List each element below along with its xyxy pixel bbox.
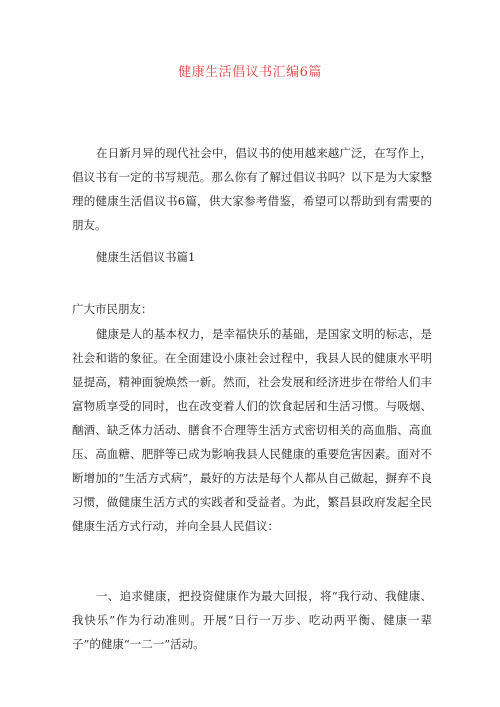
salutation: 广大市民朋友： [72,302,153,316]
intro-paragraph: 在日新月异的现代社会中，倡议书的使用越来越广泛，在写作上，倡议书有一定的书写规范。那么你有了解过倡议书吗？以下是为大家整理的健康生活倡议书6篇，供大家参考借鉴，希望可以帮助到有需要的朋友。 [72,146,432,232]
body-paragraph-1: 健康是人的基本权力，是幸福快乐的基础，是国家文明的标志，是社会和谐的象征。在全面建设小康社会过程中，我县人民的健康水平明显提高，精神面貌焕然一新。然而，社会发展和经济进步在带给人们丰富物质享受的同时，也在改变着人们的饮食起居和生活习惯。与吸烟、酗酒、缺乏体力活动、膳食不合理等生活方式密切相关的高血脂、高血压、高血糖、肥胖等已成为影响我县人民健康的重要危害因素。面对不断增加的“生活方式病”，最好的方法是每个人都从自己做起，摒弃不良习惯，做健康生活方式的实践者和受益者。为此，繁昌县政府发起全民健康生活方式行动，并向全县人民倡议： [72,327,432,533]
section-heading: 健康生活倡议书篇1 [96,250,196,264]
body-paragraph-2: 一、追求健康，把投资健康作为最大回报，将“我行动、我健康、我快乐”作为行动准则。开展“日行一万步、吃动两平衡、健康一辈子”的健康“一二一”活动。 [72,589,432,651]
document-title: 健康生活倡议书汇编6篇 [178,65,322,80]
